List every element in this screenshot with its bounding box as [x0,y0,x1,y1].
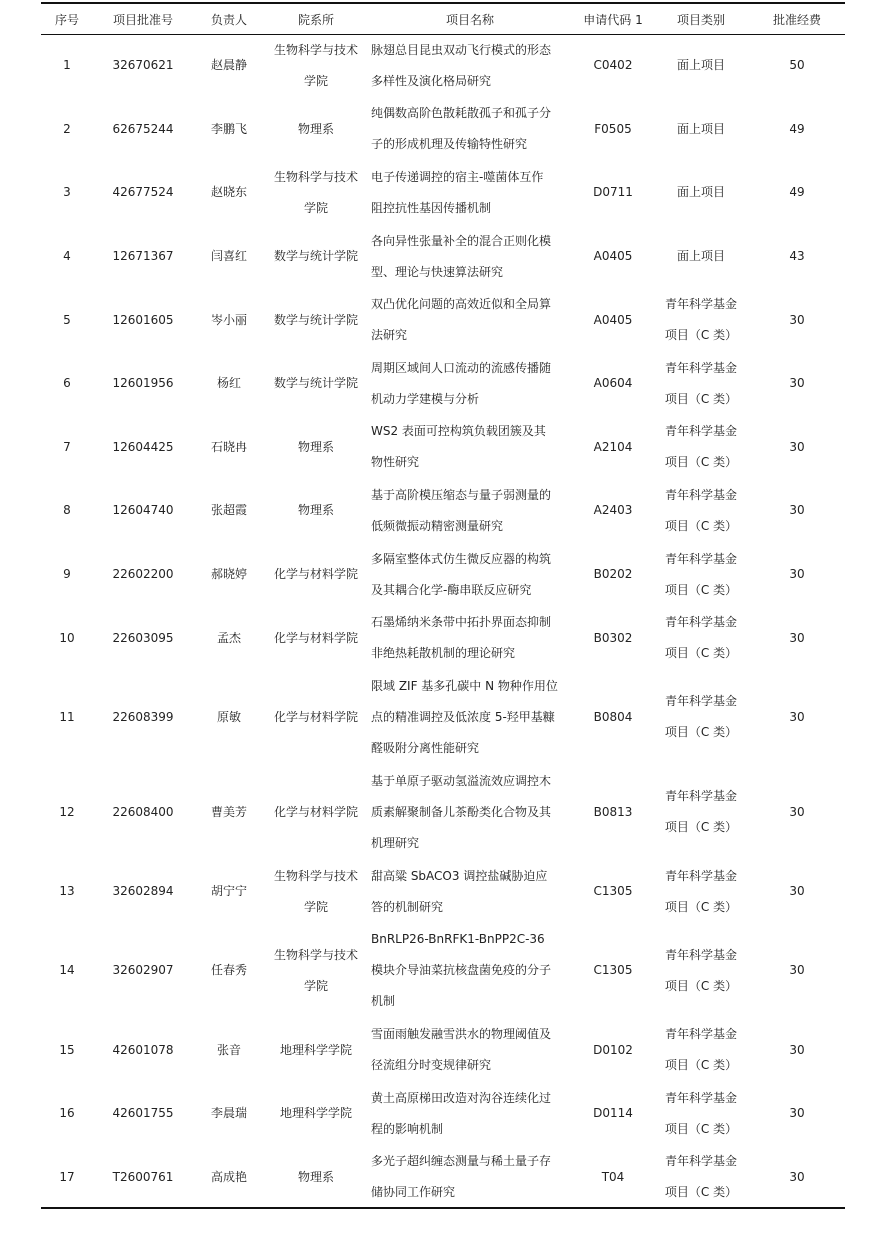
table-row [41,352,845,416]
cell-no: 12 [59,804,75,819]
cell-no: 2 [63,121,71,136]
cell-funding: 30 [789,1106,805,1121]
cell-department-line: 物理系 [297,503,334,518]
cell-project-category-line: 项目（C 类） [664,820,738,835]
cell-project-title [367,1018,573,1082]
cell-application-code: D0711 [593,185,633,200]
cell-project-category-line: 青年科学基金 [664,694,737,709]
cell-project-category [653,765,749,860]
table-row [41,416,845,480]
cell-no: 10 [59,630,75,645]
cell-project-title-line: 非绝热耗散机制的理论研究 [371,646,516,661]
cell-project-title-line: 机理研究 [371,835,420,850]
cell-project-category-line: 项目（C 类） [664,978,738,993]
table-row [41,1018,845,1082]
cell-project-title [367,670,573,765]
cell-project-category-line: 青年科学基金 [664,1027,737,1041]
cell-department [265,352,367,416]
cell-project-category-line: 面上项目 [676,121,725,136]
cell-approval-id: 22602200 [112,567,174,582]
cell-project-category-line: 项目（C 类） [664,518,738,533]
cell-no: 16 [59,1106,75,1121]
table-row [41,1145,845,1209]
cell-project-category-line: 面上项目 [676,58,725,73]
cell-no: 7 [63,439,71,454]
cell-project-category-line: 青年科学基金 [664,551,737,566]
table-row [41,288,845,352]
cell-project-category-line: 青年科学基金 [664,1154,737,1169]
cell-approval-id: 32602894 [112,884,174,899]
cell-project-category-line: 青年科学基金 [664,1090,737,1105]
cell-leader: 李鹏飞 [210,121,247,136]
cell-funding: 30 [789,503,805,518]
cell-department-line: 学院 [303,73,328,88]
cell-application-code: B0804 [593,709,633,724]
cell-funding: 43 [789,249,805,264]
cell-project-title-line: 基于高阶模压缩态与量子弱测量的 [371,487,552,502]
header-leader: 负责人 [210,12,247,27]
cell-project-title [367,1082,573,1146]
cell-project-title-line: 电子传递调控的宿主-噬菌体互作 [371,169,544,184]
cell-project-title-line: 双凸优化问题的高效近似和全局算 [371,297,552,312]
cell-application-code: C1305 [593,963,633,978]
cell-application-code: F0505 [594,121,632,136]
cell-no: 4 [63,249,71,264]
cell-leader: 杨红 [216,376,241,391]
cell-project-title [367,479,573,543]
cell-department [265,923,367,1018]
cell-project-category [653,479,749,543]
cell-project-category-line: 项目（C 类） [664,646,738,661]
cell-leader: 胡宁宁 [210,884,247,899]
cell-leader: 任春秀 [210,963,247,978]
cell-application-code: C0402 [593,58,633,73]
cell-funding: 30 [789,376,805,391]
cell-project-title-line: 径流组分时变规律研究 [371,1058,492,1072]
header-no: 序号 [54,12,79,27]
cell-funding: 50 [789,58,805,73]
cell-project-title-line: WS2 表面可控构筑负载团簇及其 [371,424,546,439]
cell-department [265,670,367,765]
cell-leader: 高成艳 [210,1169,247,1184]
cell-department [265,225,367,289]
cell-project-category [653,352,749,416]
cell-project-title [367,923,573,1018]
cell-department [265,860,367,924]
cell-department [265,479,367,543]
cell-project-category-line: 青年科学基金 [664,360,737,375]
cell-application-code: B0202 [593,567,633,582]
cell-no: 17 [59,1169,75,1184]
cell-leader: 郝晓婷 [210,567,247,582]
cell-project-category [653,288,749,352]
cell-project-title [367,352,573,416]
cell-project-category-line: 青年科学基金 [664,297,737,312]
header-project-title: 项目名称 [445,12,494,27]
cell-department-line: 物理系 [297,439,334,454]
cell-project-category [653,161,749,225]
cell-project-category-line: 青年科学基金 [664,789,737,804]
cell-project-category-line: 青年科学基金 [664,947,737,962]
cell-application-code: A0405 [593,249,633,264]
cell-department-line: 化学与材料学院 [273,630,358,645]
cell-approval-id: 42601755 [112,1106,174,1121]
cell-department-line: 学院 [303,200,328,215]
cell-leader: 原敏 [216,709,241,724]
cell-department [265,161,367,225]
cell-application-code: D0114 [593,1106,633,1121]
cell-approval-id: 22608399 [112,709,174,724]
cell-project-title-line: 周期区域间人口流动的流感传播随 [371,360,552,375]
cell-project-category-line: 青年科学基金 [664,487,737,502]
cell-funding: 30 [789,1042,805,1057]
cell-project-title-line: 机制 [371,994,396,1009]
cell-approval-id: 42601078 [112,1042,174,1057]
cell-project-category-line: 项目（C 类） [664,1058,738,1072]
table-body [41,34,845,1209]
cell-project-title-line: 低频微振动精密测量研究 [371,518,504,533]
cell-approval-id: 22608400 [112,804,174,819]
cell-project-title-line: 多光子超纠缠态测量与稀土量子存 [371,1154,552,1169]
cell-project-category [653,98,749,162]
cell-no: 14 [59,963,75,978]
cell-project-title-line: 子的形成机理及传输特性研究 [371,137,528,152]
cell-project-title-line: 多样性及演化格局研究 [371,73,492,88]
cell-project-title-line: 模块介导油菜抗核盘菌免疫的分子 [371,963,552,978]
cell-project-category-line: 项目（C 类） [664,328,738,343]
cell-project-category [653,543,749,607]
cell-no: 15 [59,1042,75,1057]
cell-project-title-line: 基于单原子驱动氢溢流效应调控木 [371,773,552,788]
cell-project-title [367,416,573,480]
cell-leader: 岑小丽 [210,312,247,327]
cell-application-code: A0405 [593,312,633,327]
cell-application-code: B0302 [593,630,633,645]
cell-funding: 49 [789,185,805,200]
cell-project-category [653,34,749,98]
cell-application-code: A0604 [593,376,633,391]
cell-project-title-line: 点的精准调控及低浓度 5-羟甲基糠 [371,709,555,724]
cell-department-line: 地理科学学院 [279,1042,352,1057]
cell-project-title-line: 各向异性张量补全的混合正则化模 [371,233,552,248]
cell-project-title [367,98,573,162]
cell-project-title [367,161,573,225]
cell-project-title-line: 脉翅总目昆虫双动飞行模式的形态 [371,42,552,57]
cell-project-category [653,1082,749,1146]
cell-project-category-line: 项目（C 类） [664,391,738,406]
cell-approval-id: 12604740 [112,503,174,518]
cell-department [265,606,367,670]
cell-department-line: 数学与统计学院 [273,249,358,264]
cell-project-category-line: 青年科学基金 [664,868,737,883]
cell-project-title-line: 醛吸附分离性能研究 [371,740,480,755]
cell-funding: 49 [789,121,805,136]
cell-department [265,288,367,352]
cell-application-code: D0102 [593,1042,633,1057]
cell-project-title [367,765,573,860]
cell-no: 8 [63,503,71,518]
cell-project-category [653,225,749,289]
cell-no: 11 [59,709,75,724]
cell-no: 6 [63,376,71,391]
cell-project-title-line: 阻控抗性基因传播机制 [371,200,492,215]
cell-leader: 石晓冉 [210,439,247,454]
cell-application-code: A2104 [593,439,633,454]
funding-table [41,4,845,1209]
cell-approval-id: 12604425 [112,439,174,454]
cell-no: 1 [63,58,71,73]
cell-approval-id: 32670621 [112,58,174,73]
table-row [41,860,845,924]
cell-project-category-line: 项目（C 类） [664,455,738,470]
cell-department-line: 化学与材料学院 [273,804,358,819]
cell-funding: 30 [789,312,805,327]
cell-project-category-line: 项目（C 类） [664,1185,738,1200]
table-row [41,225,845,289]
cell-project-title-line: 型、理论与快速算法研究 [371,264,504,279]
cell-department [265,416,367,480]
cell-project-category-line: 项目（C 类） [664,725,738,740]
cell-project-title-line: 储协同工作研究 [371,1185,456,1200]
cell-approval-id: 22603095 [112,630,174,645]
cell-project-category-line: 面上项目 [676,185,725,200]
cell-department [265,98,367,162]
cell-department-line: 生物科学与技术 [273,947,358,962]
cell-leader: 孟杰 [216,630,241,645]
cell-project-category-line: 青年科学基金 [664,615,737,630]
cell-no: 9 [63,567,71,582]
cell-project-category-line: 项目（C 类） [664,1121,738,1136]
cell-department [265,34,367,98]
cell-approval-id: 12671367 [112,249,174,264]
cell-approval-id: T2600761 [112,1169,174,1184]
cell-department-line: 生物科学与技术 [273,42,358,57]
cell-funding: 30 [789,630,805,645]
cell-approval-id: 62675244 [112,121,174,136]
cell-project-title-line: 纯偶数高阶色散耗散孤子和孤子分 [371,106,552,121]
cell-project-category-line: 项目（C 类） [664,899,738,914]
cell-project-title-line: 石墨烯纳米条带中拓扑界面态抑制 [371,615,552,630]
cell-department-line: 学院 [303,899,328,914]
cell-department-line: 物理系 [297,1169,334,1184]
cell-funding: 30 [789,804,805,819]
cell-project-title-line: 及其耦合化学-酶串联反应研究 [371,582,532,597]
cell-department-line: 地理科学学院 [279,1106,352,1121]
cell-leader: 闫喜红 [210,249,247,264]
cell-department-line: 数学与统计学院 [273,376,358,391]
cell-project-title-line: 法研究 [371,328,408,343]
table-row [41,161,845,225]
table-row [41,765,845,860]
cell-project-title-line: 限域 ZIF 基多孔碳中 N 物种作用位 [371,678,558,693]
cell-department-line: 化学与材料学院 [273,709,358,724]
cell-department-line: 学院 [303,978,328,993]
cell-project-title-line: 雪面雨触发融雪洪水的物理阈值及 [371,1027,552,1041]
cell-project-title [367,1145,573,1209]
cell-approval-id: 32602907 [112,963,174,978]
table-row [41,923,845,1018]
cell-department [265,543,367,607]
table-row [41,34,845,98]
table-row [41,543,845,607]
cell-funding: 30 [789,884,805,899]
cell-project-title [367,606,573,670]
cell-application-code: B0813 [593,804,633,819]
cell-project-title-line: 黄土高原梯田改造对沟谷连续化过 [371,1090,552,1105]
cell-project-title [367,288,573,352]
cell-approval-id: 42677524 [112,185,174,200]
cell-department [265,1145,367,1209]
table-row [41,98,845,162]
cell-project-title-line: 质素解聚制备儿茶酚类化合物及其 [371,804,552,819]
cell-no: 13 [59,884,75,899]
cell-no: 5 [63,312,71,327]
cell-application-code: A2403 [593,503,633,518]
header-department: 院系所 [297,12,334,27]
cell-funding: 30 [789,1169,805,1184]
header-approval-id: 项目批准号 [112,12,173,27]
cell-project-category [653,670,749,765]
table-row [41,479,845,543]
cell-department-line: 物理系 [297,121,334,136]
header-funding: 批准经费 [772,12,821,27]
cell-application-code: C1305 [593,884,633,899]
cell-project-category [653,416,749,480]
table-row [41,670,845,765]
cell-project-title-line: 程的影响机制 [371,1121,444,1136]
cell-project-title-line: 多隔室整体式仿生微反应器的构筑 [371,551,552,566]
cell-department-line: 化学与材料学院 [273,567,358,582]
cell-leader: 李晨瑞 [210,1106,247,1121]
cell-project-category-line: 青年科学基金 [664,424,737,439]
table-row [41,606,845,670]
cell-department [265,1018,367,1082]
cell-department-line: 生物科学与技术 [273,169,358,184]
header-project-category: 项目类别 [676,12,725,27]
table-bottom-rule [41,1207,845,1209]
table-row [41,1082,845,1146]
cell-department-line: 生物科学与技术 [273,868,358,883]
cell-approval-id: 12601956 [112,376,174,391]
cell-approval-id: 12601605 [112,312,174,327]
cell-project-category [653,923,749,1018]
cell-funding: 30 [789,567,805,582]
cell-project-title-line: 物性研究 [371,455,420,470]
cell-project-title-line: 机动力学建模与分析 [371,391,480,406]
cell-project-title [367,34,573,98]
cell-project-category-line: 面上项目 [676,249,725,264]
header-application-code: 申请代码 1 [583,12,643,27]
cell-project-title [367,225,573,289]
cell-project-category [653,1018,749,1082]
cell-leader: 张音 [216,1042,241,1057]
cell-project-category [653,606,749,670]
cell-funding: 30 [789,963,805,978]
cell-department-line: 数学与统计学院 [273,312,358,327]
cell-no: 3 [63,185,71,200]
cell-project-title-line: 答的机制研究 [371,899,444,914]
cell-leader: 张超霞 [210,503,247,518]
cell-funding: 30 [789,709,805,724]
cell-project-category [653,860,749,924]
cell-leader: 赵晨静 [210,58,247,73]
cell-leader: 曹美芳 [210,804,247,819]
cell-project-title [367,543,573,607]
cell-project-title-line: BnRLP26-BnRFK1-BnPP2C-36 [371,932,545,947]
cell-department [265,765,367,860]
cell-project-category [653,1145,749,1209]
cell-project-category-line: 项目（C 类） [664,582,738,597]
cell-leader: 赵晓东 [210,185,247,200]
cell-project-title-line: 甜高粱 SbACO3 调控盐碱胁迫应 [371,868,548,883]
cell-application-code: T04 [601,1169,625,1184]
cell-project-title [367,860,573,924]
cell-department [265,1082,367,1146]
table-header-row [41,4,845,34]
cell-funding: 30 [789,439,805,454]
